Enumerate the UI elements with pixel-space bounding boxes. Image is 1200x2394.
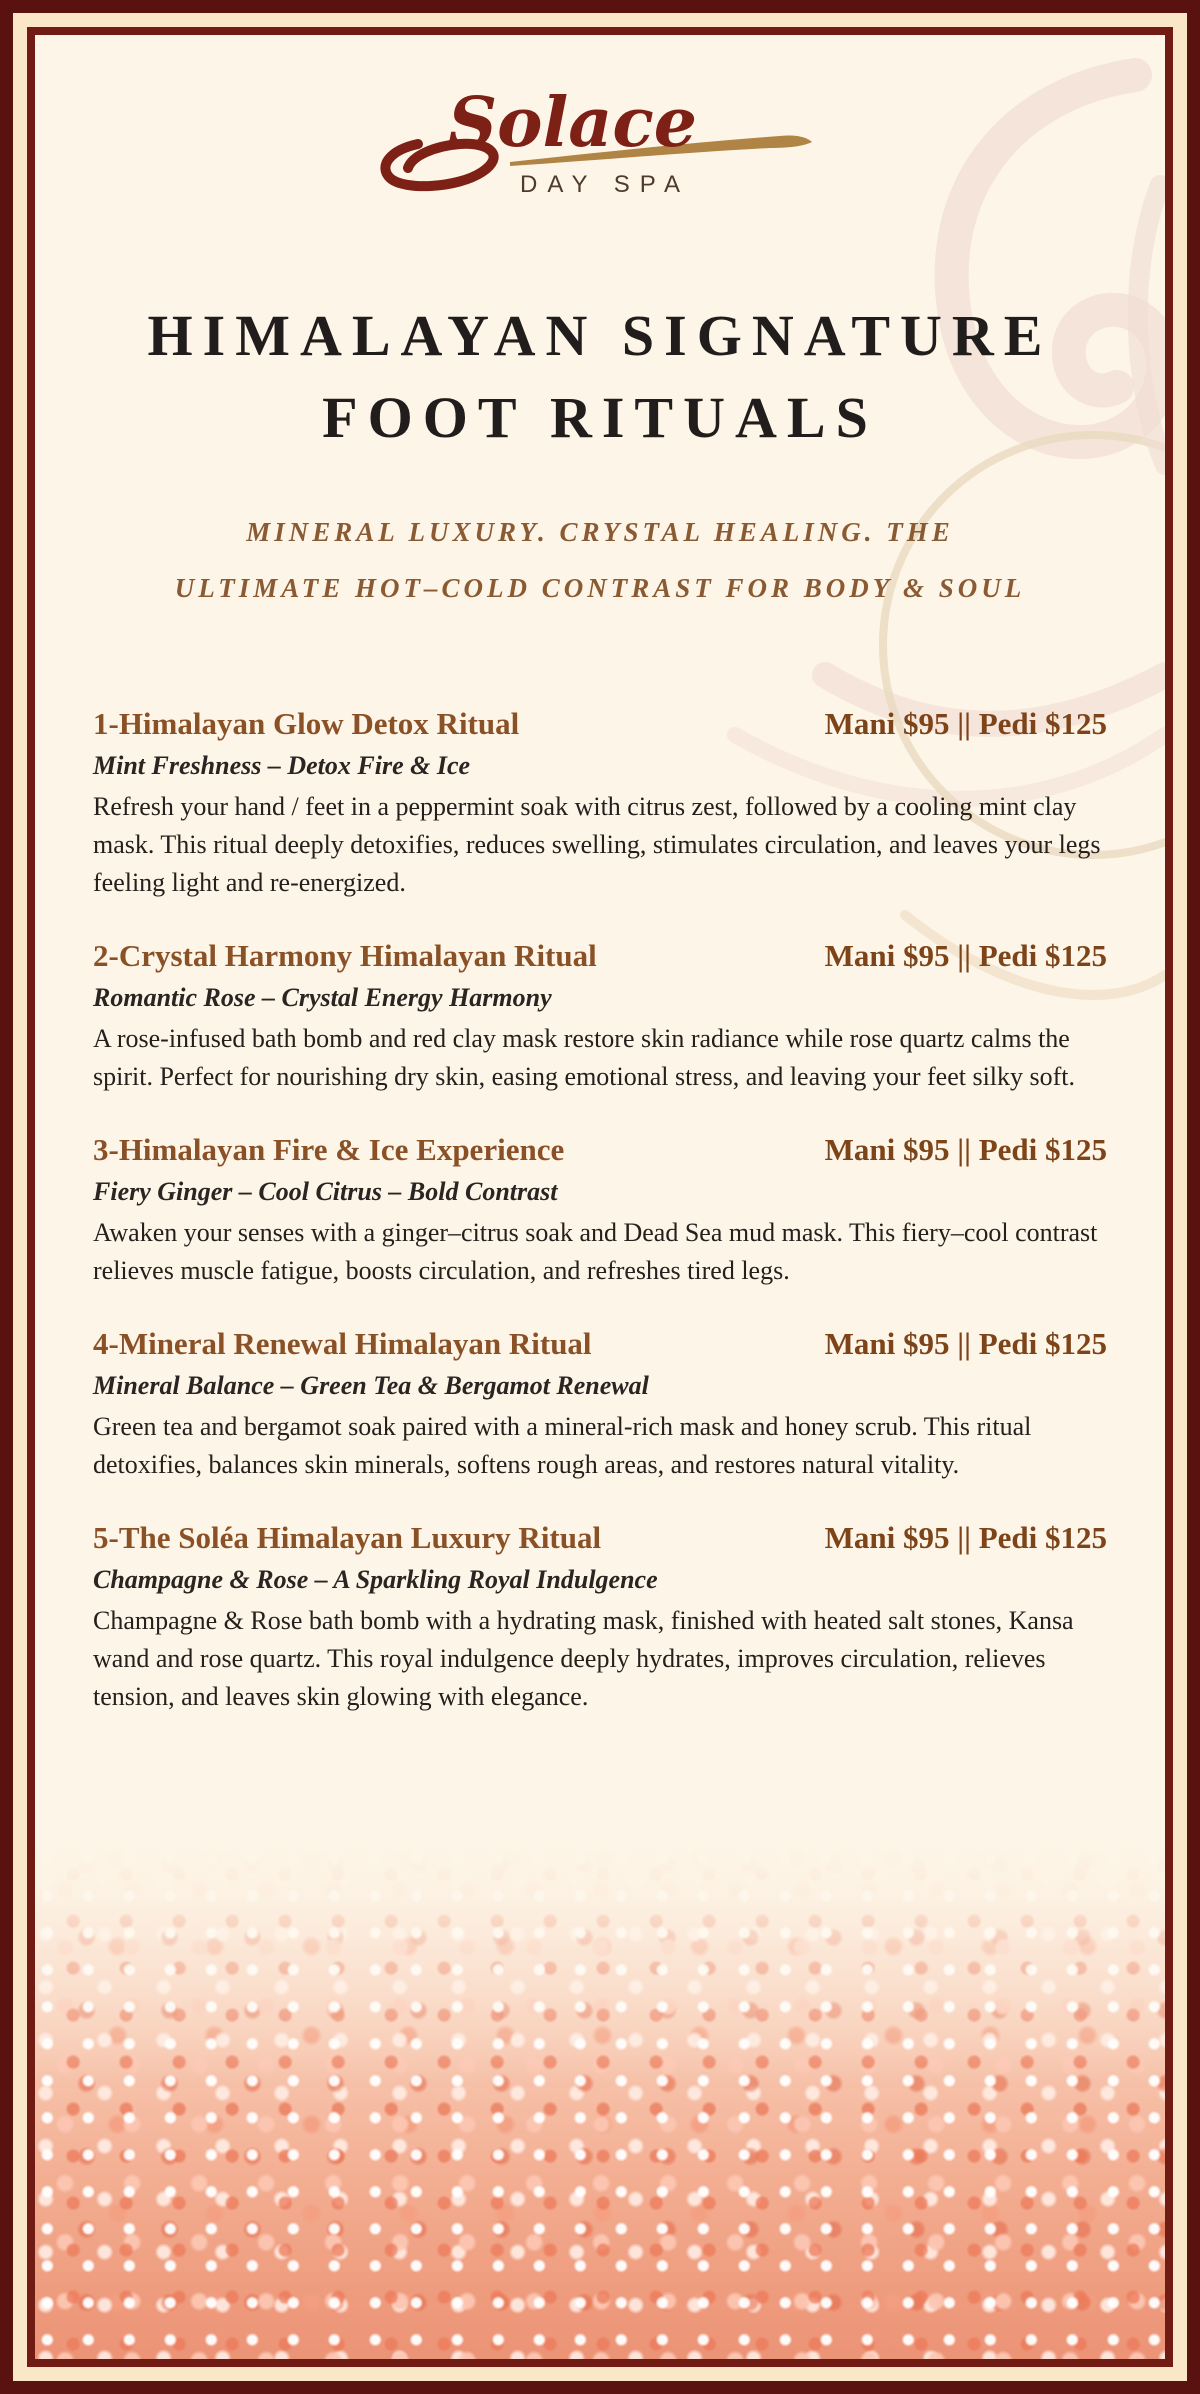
item-description: Awaken your senses with a ginger–citrus soak and Dead Sea mud mask. This fiery–cool contrast relieves muscle fatigue, boosts circulation, and refreshes tired legs. [93, 1218, 1098, 1285]
ritual-item-3 [93, 1130, 1107, 1290]
item-description: Refresh your hand / feet in a peppermint soak with citrus zest, followed by a cooling mint clay mask. This ritual deeply detoxifies, reduces swelling, stimulates circulation, and leaves your legs feeling light and re-energized. [93, 792, 1101, 897]
menu-content [35, 35, 1165, 2359]
salt-photo [35, 1844, 1165, 2359]
item-title: 4-Mineral Renewal Himalayan Ritual [93, 1326, 592, 1361]
item-price: Mani $95 || Pedi $125 [824, 938, 1107, 973]
logo-graphic [360, 80, 840, 200]
item-description: Green tea and bergamot soak paired with a mineral-rich mask and honey scrub. This ritual detoxifies, balances skin minerals, softens rough areas, and restores natural vitality. [93, 1412, 1032, 1479]
item-header [93, 1130, 1107, 1170]
item-price: Mani $95 || Pedi $125 [824, 1520, 1107, 1555]
item-tagline: Fiery Ginger – Cool Citrus – Bold Contrast [93, 1177, 558, 1206]
page-title [93, 295, 1107, 459]
item-header [93, 1518, 1107, 1558]
item-header [93, 704, 1107, 744]
item-header [93, 1324, 1107, 1364]
ritual-item-4 [93, 1324, 1107, 1484]
item-tagline: Mineral Balance – Green Tea & Bergamot Renewal [93, 1371, 649, 1400]
logo-tagline-text: DAY SPA [520, 171, 691, 198]
item-tagline: Romantic Rose – Crystal Energy Harmony [93, 983, 552, 1012]
item-title: 2-Crystal Harmony Himalayan Ritual [93, 938, 597, 973]
ritual-item-5 [93, 1518, 1107, 1716]
item-tagline: Champagne & Rose – A Sparkling Royal Indulgence [93, 1565, 658, 1594]
item-header [93, 936, 1107, 976]
item-price: Mani $95 || Pedi $125 [824, 706, 1107, 741]
item-description: A rose-infused bath bomb and red clay mask restore skin radiance while rose quartz calms the spirit. Perfect for nourishing dry skin, easing emotional stress, and leaving your feet silky soft. [93, 1024, 1076, 1091]
frame-inner-border [27, 27, 1173, 2367]
logo [360, 80, 840, 200]
page-subtitle [93, 504, 1107, 616]
page-subtitle-line2: ULTIMATE HOT–COLD CONTRAST FOR BODY & SOUL [174, 573, 1026, 603]
page-subtitle-line1: MINERAL LUXURY. CRYSTAL HEALING. THE [246, 517, 954, 547]
item-title: 1-Himalayan Glow Detox Ritual [93, 706, 520, 741]
ritual-item-2 [93, 936, 1107, 1096]
logo-script-text: Solace [448, 83, 698, 163]
item-description: Champagne & Rose bath bomb with a hydrating mask, finished with heated salt stones, Kansa wand and rose quartz. This royal indulgence deeply hydrates, improves circulation, relieves tension, and leaves skin glowing with elegance. [93, 1606, 1074, 1711]
frame-cream-band [13, 13, 1187, 2381]
item-tagline: Mint Freshness – Detox Fire & Ice [93, 751, 471, 780]
item-price: Mani $95 || Pedi $125 [824, 1132, 1107, 1167]
item-price: Mani $95 || Pedi $125 [824, 1326, 1107, 1361]
ritual-item-1 [93, 704, 1107, 902]
item-title: 3-Himalayan Fire & Ice Experience [93, 1132, 565, 1167]
page-title-line2: FOOT RITUALS [322, 385, 878, 450]
item-title: 5-The Soléa Himalayan Luxury Ritual [93, 1520, 602, 1555]
page-title-line1: HIMALAYAN SIGNATURE [147, 303, 1053, 368]
ritual-list [93, 704, 1107, 1716]
